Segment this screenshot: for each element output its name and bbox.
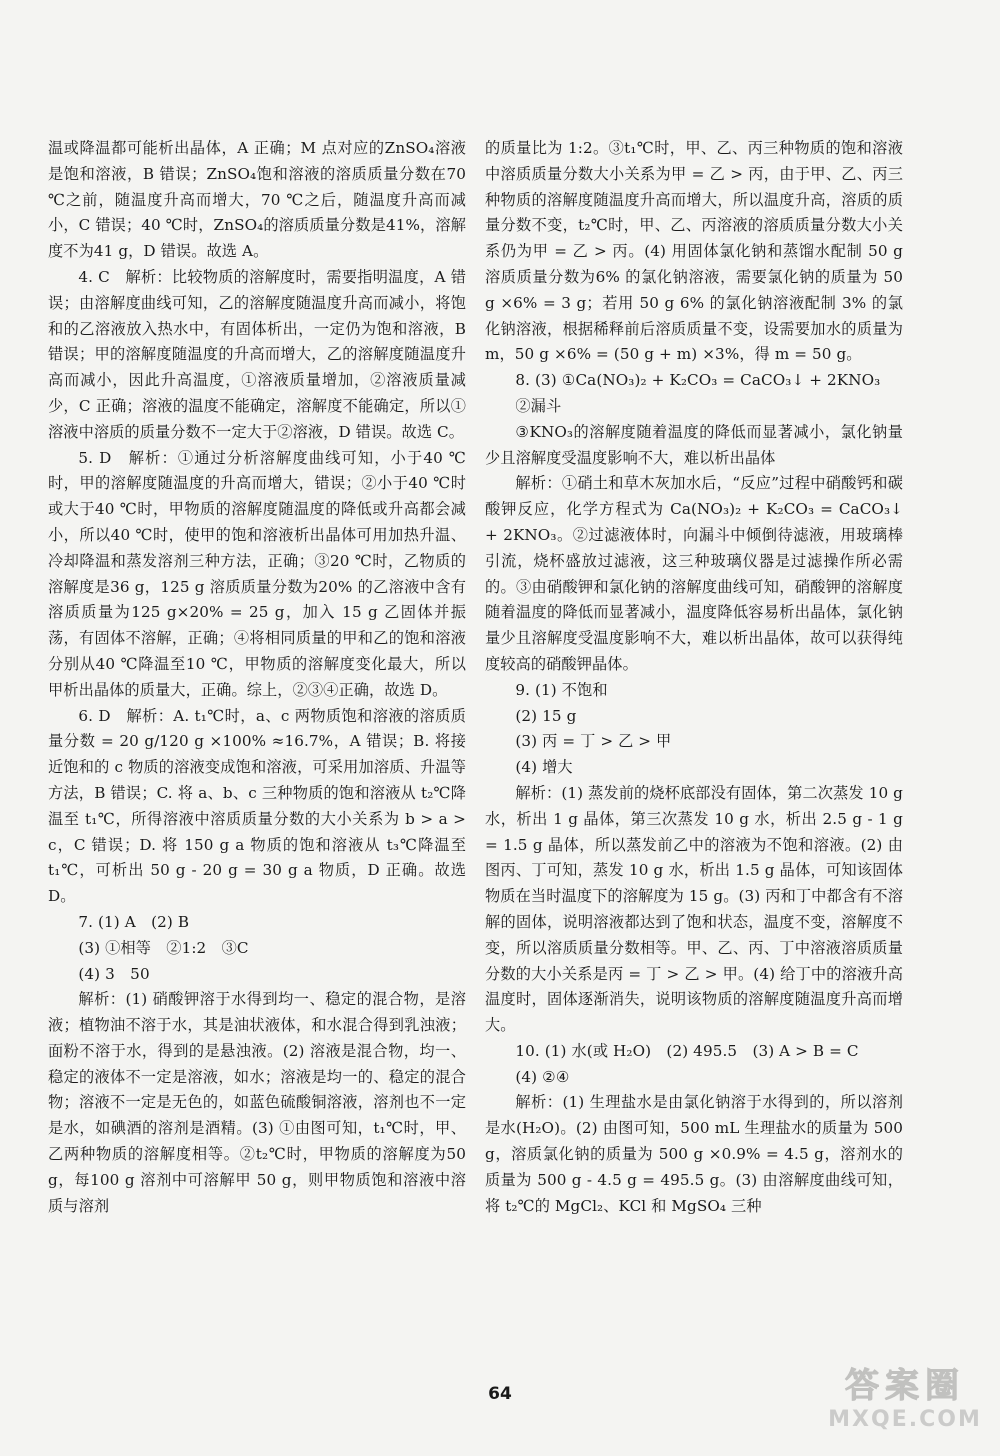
left-column [48, 136, 466, 1219]
paragraph: 的质量比为 1:2。③t₁℃时，甲、乙、丙三种物质的饱和溶液中溶质质量分数大小关系为甲 = 乙 > 丙，由于甲、乙、丙三种物质的溶解度随温度升高而增大，所以温度升高，溶质的质量分数不变，t₂℃时，甲、乙、丙溶液的溶质质量分数大小关系仍为甲 = 乙 > 丙。(4) 用固体氯化钠和蒸馏水配制 50 g 溶质质量分数为6% 的氯化钠溶液，需要氯化钠的质量为 50 g ×6% = 3 g；若用 50 g 6% 的氯化钠溶液配制 3% 的氯化钠溶液，根据稀释前后溶质质量不变，设需要加水的质量为 m，50 g ×6% = (50 g + m) ×3%，得 m = 50 g。 [485, 139, 903, 364]
watermark-text: 答案圈 [845, 1366, 965, 1406]
paragraph: (2) 15 g [515, 706, 577, 725]
watermark-url: MXQE.COM [828, 1407, 982, 1432]
paragraph: 8. (3) ①Ca(NO₃)₂ + K₂CO₃ = CaCO₃↓ + 2KNO₃ [515, 371, 881, 390]
paragraph: 解析：(1) 蒸发前的烧杯底部没有固体，第二次蒸发 10 g 水，析出 1 g 晶体，第三次蒸发 10 g 水，析出 2.5 g - 1 g = 1.5 g 晶体，所以蒸发前乙中的溶液为不饱和溶液。(2) 由图丙、丁可知，蒸发 10 g 水，析出 1.5 g 晶体，可知该固体物质在当时温度下的溶解度为 15 g。(3) 丙和丁中都含有不溶解的固体，说明溶液都达到了饱和状态，温度不变，溶解度不变，所以溶质质量分数相等。甲、乙、丙、丁中溶液溶质质量分数的大小关系是丙 = 丁 > 乙 > 甲。(4) 给丁中的溶液升高温度时，固体逐渐消失，说明该物质的溶解度随温度升高而增大。 [485, 783, 903, 1035]
paragraph: 7. (1) A (2) B [78, 912, 190, 931]
paragraph: 温或降温都可能析出晶体，A 正确；M 点对应的ZnSO₄溶液是饱和溶液，B 错误；ZnSO₄饱和溶液的溶质质量分数在70 ℃之前，随温度升高而增大，70 ℃之后，随温度升高而减小，C 错误；40 ℃时，ZnSO₄的溶质质量分数是41%，溶解度不为41 g，D 错误。故选 A。 [48, 139, 466, 261]
paragraph: (3) ①相等 ②1:2 ③C [78, 938, 249, 957]
right-column [485, 136, 903, 1219]
paragraph: (3) 丙 = 丁 > 乙 > 甲 [515, 732, 672, 751]
paragraph: 6. D 解析：A. t₁℃时，a、c 两物质饱和溶液的溶质质量分数 = 20 g/120 g ×100% ≈16.7%，A 错误；B. 将接近饱和的 c 物质的溶液变成饱和溶液，可采用加溶质、升温等方法，B 错误；C. 将 a、b、c 三种物质的饱和溶液从 t₂℃降温至 t₁℃，所得溶液中溶质质量分数的大小关系为 b > a > c，C 错误；D. 将 150 g a 物质的饱和溶液从 t₃℃降温至 t₁℃，可析出 50 g - 20 g = 30 g a 物质，D 正确。故选 D。 [48, 706, 466, 906]
paragraph: (4) ②④ [515, 1067, 570, 1086]
paragraph: 9. (1) 不饱和 [515, 680, 608, 699]
paragraph: ③KNO₃的溶解度随着温度的降低而显著减小，氯化钠量少且溶解度受温度影响不大，难以析出晶体 [485, 422, 903, 467]
paragraph: (4) 增大 [515, 758, 573, 777]
paragraph: 4. C 解析：比较物质的溶解度时，需要指明温度，A 错误；由溶解度曲线可知，乙的溶解度随温度升高而减小，将饱和的乙溶液放入热水中，有固体析出，一定仍为饱和溶液，B 错误；甲的溶解度随温度的升高而增大，乙的溶解度随温度升高而减小，因此升高温度，①溶液质量增加，②溶液质量减少，C 正确；溶液的温度不能确定，溶解度不能确定，所以①溶液中溶质的质量分数不一定大于②溶液，D 错误。故选 C。 [48, 267, 466, 441]
paragraph: 解析：(1) 生理盐水是由氯化钠溶于水得到的，所以溶剂是水(H₂O)。(2) 由图可知，500 mL 生理盐水的质量为 500 g，溶质氯化钠的质量为 500 g ×0.9% = 4.5 g，溶剂水的质量为 500 g - 4.5 g = 495.5 g。(3) 由溶解度曲线可知，将 t₂℃的 MgCl₂、KCl 和 MgSO₄ 三种 [485, 1093, 903, 1215]
page-number: 64 [488, 1384, 512, 1404]
paragraph: (4) 3 50 [78, 964, 150, 983]
paragraph: 5. D 解析：①通过分析溶解度曲线可知，小于40 ℃时，甲的溶解度随温度的升高而增大，错误；②小于40 ℃时或大于40 ℃时，甲物质的溶解度随温度的降低或升高都会减小，所以40 ℃时，使甲的饱和溶液析出晶体可用加热升温、冷却降温和蒸发溶剂三种方法，正确；③20 ℃时，乙物质的溶解度是36 g，125 g 溶质质量分数为20% 的乙溶液中含有溶质质量为125 g×20% = 25 g，加入 15 g 乙固体并振荡，有固体不溶解，正确；④将相同质量的甲和乙的饱和溶液分别从40 ℃降温至10 ℃，甲物质的溶解度变化最大，所以甲析出晶体的质量大，正确。综上，②③④正确，故选 D。 [48, 448, 466, 699]
watermark-logo [826, 1366, 984, 1442]
paragraph: 解析：(1) 硝酸钾溶于水得到均一、稳定的混合物，是溶液；植物油不溶于水，其是油状液体，和水混合得到乳浊液；面粉不溶于水，得到的是悬浊液。(2) 溶液是混合物，均一、稳定的液体不一定是溶液，如水；溶液是均一的、稳定的混合物；溶液不一定是无色的，如蓝色硫酸铜溶液，溶剂也不一定是水，如碘酒的溶剂是酒精。(3) ①由图可知，t₁℃时，甲、乙两种物质的溶解度相等。②t₂℃时，甲物质的溶解度为50 g，每100 g 溶剂中可溶解甲 50 g，则甲物质饱和溶液中溶质与溶剂 [48, 990, 466, 1215]
paragraph: ②漏斗 [515, 396, 562, 415]
paragraph: 解析：①硝土和草木灰加水后，“反应”过程中硝酸钙和碳酸钾反应，化学方程式为 Ca(NO₃)₂ + K₂CO₃ = CaCO₃↓ + 2KNO₃。②过滤液体时，向漏斗中倾倒待滤液，用玻璃棒引流，烧杯盛放过滤液，这三种玻璃仪器是过滤操作所必需的。③由硝酸钾和氯化钠的溶解度曲线可知，硝酸钾的溶解度随着温度的降低而显著减小，温度降低容易析出晶体，氯化钠量少且溶解度受温度影响不大，难以析出晶体，故可以获得纯度较高的硝酸钾晶体。 [485, 474, 903, 673]
paragraph: 10. (1) 水(或 H₂O) (2) 495.5 (3) A > B = C [515, 1041, 859, 1060]
